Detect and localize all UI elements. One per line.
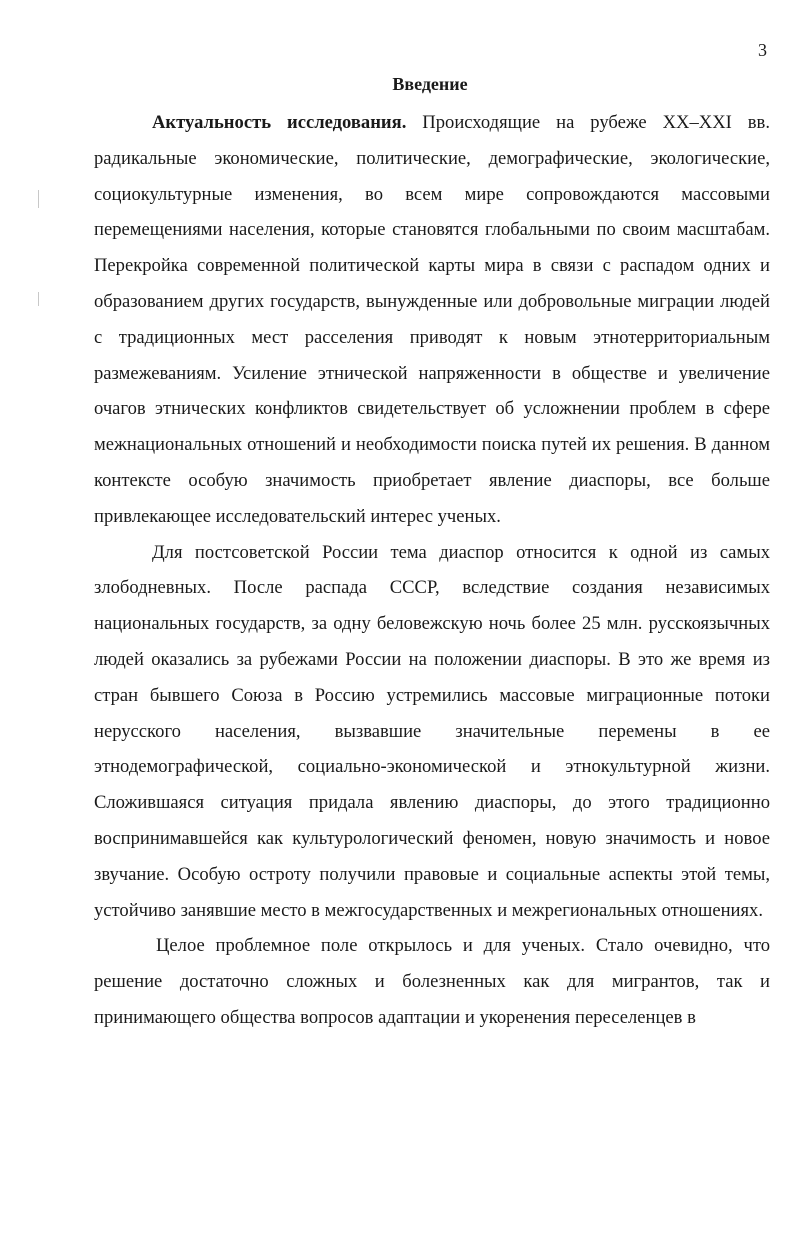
page-title: Введение (392, 74, 468, 94)
paragraph-text: Для постсоветской России тема диаспор относится к одной из самых злободневных. После распада СССР, вследствие создания независимых национальных государств, за одну беловежскую ночь более 25 млн. русскоязычных людей оказались за рубежами России на положении диаспоры. В это же время из стран бывшего Союза в Россию устремились массовые миграционные потоки нерусского населения, вызвавшие значительные перемены в ее этнодемографической, социально-экономической и этнокультурной жизни. Сложившаяся ситуация придала явлению диаспоры, до этого традиционно воспринимавшейся как культурологический феномен, новую значимость и новое звучание. Особую остроту получили правовые и социальные аспекты этой темы, устойчиво занявшие место в межгосударственных и межрегиональных отношениях. (94, 541, 770, 921)
paragraph-relevance (94, 105, 770, 535)
paragraph-lead: Актуальность исследования. (152, 112, 407, 133)
margin-mark (38, 292, 39, 306)
page-number: 3 (758, 40, 767, 60)
paragraph-text: Происходящие на рубеже XX–XXI вв. радикальные экономические, политические, демографические, экологические, социокультурные изменения, во всем мире сопровождаются массовыми перемещениями населения, которые становятся глобальными по своим масштабам. Перекройка современной политической карты мира в связи с распадом одних и образованием других государств, вынужденные или добровольные миграции людей с традиционных мест расселения приводят к новым этнотерриториальным размежеваниям. Усиление этнической напряженности в обществе и увеличение очагов этнических конфликтов свидетельствует об усложнении проблем в сфере межнациональных отношений и необходимости поиска путей их решения. В данном контексте особую значимость приобретает явление диаспоры, все больше привлекающее исследовательский интерес ученых. (94, 112, 770, 527)
margin-mark (38, 190, 39, 208)
paragraph-research-field (94, 928, 770, 1035)
body-text (94, 105, 770, 1036)
paragraph-post-soviet (94, 535, 770, 929)
paragraph-text: Целое проблемное поле открылось и для ученых. Стало очевидно, что решение достаточно сложных и болезненных как для мигрантов, так и принимающего общества вопросов адаптации и укоренения переселенцев в (94, 935, 770, 1028)
